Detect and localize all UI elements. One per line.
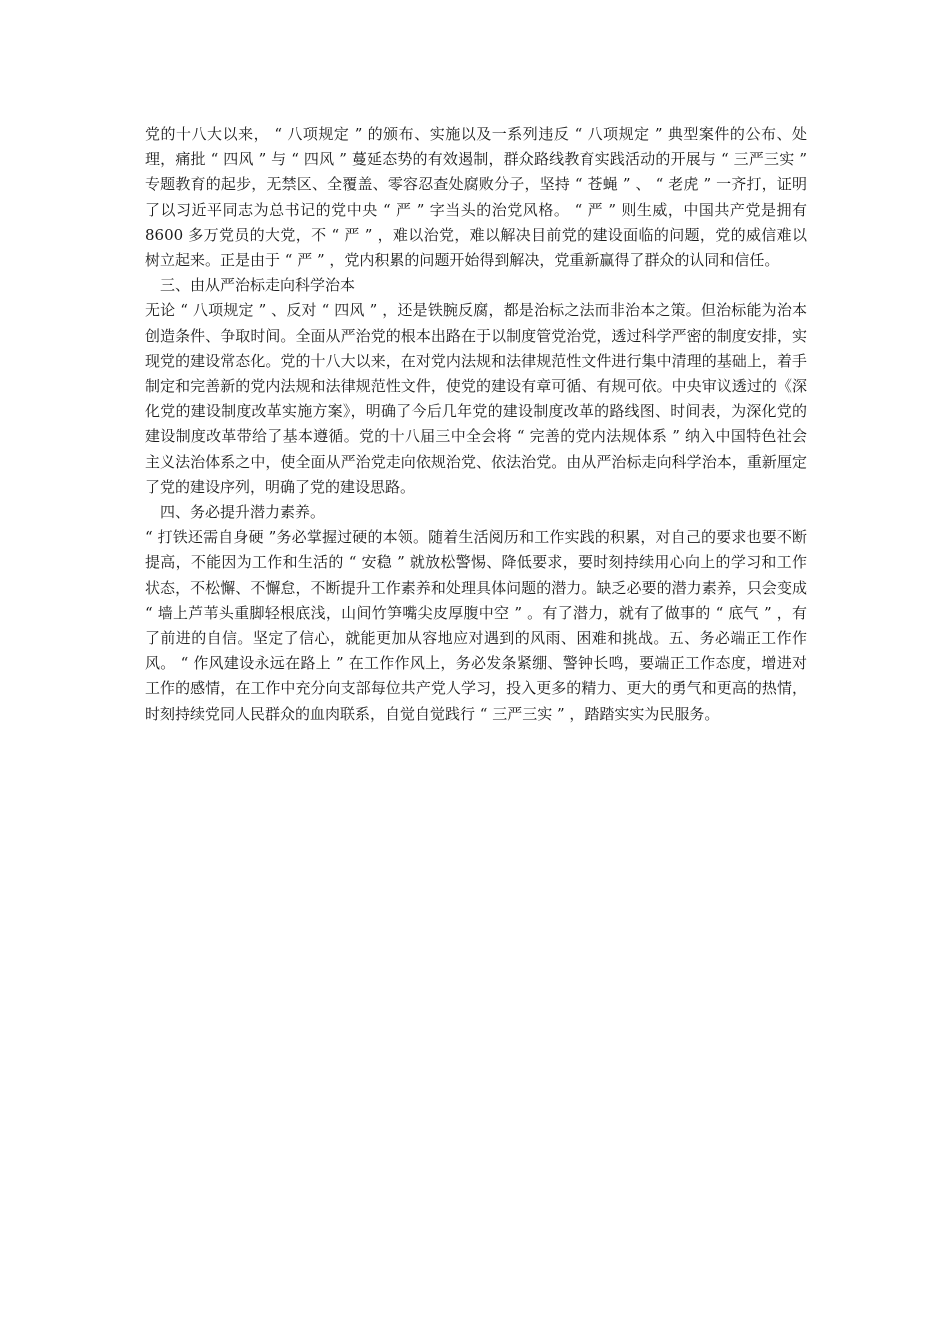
section-heading-three: 三、由从严治标走向科学治本 bbox=[160, 276, 356, 295]
section-heading-four: 四、务必提升潜力素养。 bbox=[160, 503, 326, 522]
paragraph-strict-governance: 党的十八大以来， “ 八项规定 ” 的颁布、实施以及一系列违反 “ 八项规定 ” 典型案件的公布、处理，痛批 “ 四风 ” 与 “ 四风 ” 蔓延态势的有效遏制，群众路线教育实践活动的开展与 “ 三严三实 ” 专题教育的起步，无禁区、全覆盖、零容忍查处腐败分子，坚持 “ 苍蝇 ” 、 “ 老虎 ” 一齐打，证明了以习近平同志为总书记的党中央 “ 严 ” 字当头的治党风格。 “ 严 ” 则生威，中国共产党是拥有 8600 多万党员的大党，不 “ 严 ” ，难以治党，难以解决目前党的建设面临的问题，党的威信难以树立起来。正是由于 “ 严 ” ，党内积累的问题开始得到解决，党重新赢得了群众的认同和信任。 bbox=[145, 125, 807, 270]
document-page bbox=[145, 122, 807, 727]
paragraph-root-governance: 无论 “ 八项规定 ” 、反对 “ 四风 ” ，还是铁腕反腐，都是治标之法而非治本之策。但治标能为治本创造条件、争取时间。全面从严治党的根本出路在于以制度管党治党，透过科学严密的制度安排，实现党的建设常态化。党的十八大以来，在对党内法规和法律规范性文件进行集中清理的基础上，着手制定和完善新的党内法规和法律规范性文件，使党的建设有章可循、有规可依。中央审议透过的《深化党的建设制度改革实施方案》，明确了今后几年党的建设制度改革的路线图、时间表，为深化党的建设制度改革带给了基本遵循。党的十八届三中全会将 “ 完善的党内法规体系 ” 纳入中国特色社会主义法治体系之中，使全面从严治党走向依规治党、依法治党。由从严治标走向科学治本，重新厘定了党的建设序列，明确了党的建设思路。 bbox=[145, 301, 807, 496]
paragraph-capability-and-style: “ 打铁还需自身硬 ”务必掌握过硬的本领。随着生活阅历和工作实践的积累，对自己的要求也要不断提高，不能因为工作和生活的 “ 安稳 ” 就放松警惕、降低要求，要时刻持续用心向上的学习和工作状态，不松懈、不懈怠，不断提升工作素养和处理具体问题的潜力。缺乏必要的潜力素养，只会变成 “ 墙上芦苇头重脚轻根底浅，山间竹笋嘴尖皮厚腹中空 ” 。有了潜力，就有了做事的 “ 底气 ” ，有了前进的自信。坚定了信心，就能更加从容地应对遇到的风雨、困难和挑战。五、务必端正工作作风。 “ 作风建设永远在路上 ” 在工作作风上，务必发条紧绷、警钟长鸣，要端正工作态度，增进对工作的感情，在工作中充分向支部每位共产党人学习，投入更多的精力、更大的勇气和更高的热情，时刻持续党同人民群众的血肉联系，自觉自觉践行 “ 三严三实 ” ，踏踏实实为民服务。 bbox=[145, 528, 807, 723]
